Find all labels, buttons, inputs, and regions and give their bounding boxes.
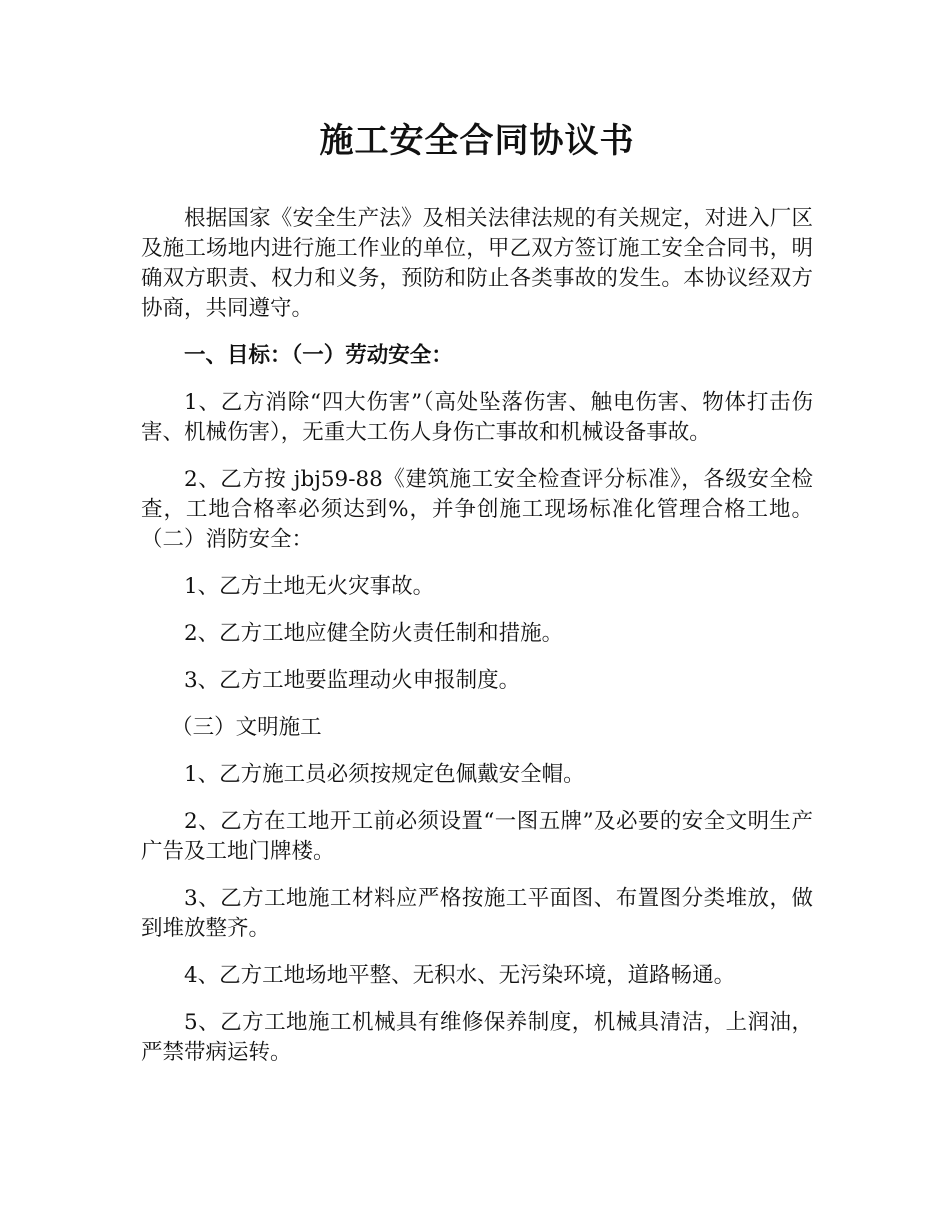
fire-safety-item-3: 3、乙方工地要监理动火申报制度。 <box>184 668 521 693</box>
labor-safety-item-1: 1、乙方消除“四大伤害”（高处坠落伤害、触电伤害、物体打击伤害、机械伤害），无重大工伤人身伤亡事故和机械设备事故。 <box>141 390 813 445</box>
intro-paragraph: 根据国家《安全生产法》及相关法律法规的有关规定，对进入厂区及施工场地内进行施工作业的单位，甲乙双方签订施工安全合同书，明确双方职责、权力和义务，预防和防止各类事故的发生。本协议经双方协商，共同遵守。 <box>141 206 813 321</box>
document-title: 施工安全合同协议书 <box>319 121 635 161</box>
document-body <box>141 204 813 1085</box>
civilized-item-2: 2、乙方在工地开工前必须设置“一图五牌”及必要的安全文明生产广告及工地门牌楼。 <box>141 809 813 864</box>
civilized-item-4: 4、乙方工地场地平整、无积水、无污染环境，道路畅通。 <box>184 963 736 988</box>
civilized-item-1: 1、乙方施工员必须按规定色佩戴安全帽。 <box>184 762 585 787</box>
labor-safety-item-2: 2、乙方按 jbj59-88《建筑施工安全检查评分标准》，各级安全检查，工地合格率必须达到%，并争创施工现场标准化管理合格工地。（二）消防安全： <box>141 467 813 552</box>
civilized-item-5: 5、乙方工地施工机械具有维修保养制度，机械具清洁，上润油，严禁带病运转。 <box>141 1010 813 1065</box>
subsection-heading-civilized-construction: （三）文明施工 <box>171 715 322 740</box>
section-heading-goals: 一、目标：（一）劳动安全： <box>184 343 453 368</box>
civilized-item-3: 3、乙方工地施工材料应严格按施工平面图、布置图分类堆放，做到堆放整齐。 <box>141 886 813 941</box>
fire-safety-item-2: 2、乙方工地应健全防火责任制和措施。 <box>184 621 564 646</box>
fire-safety-item-1: 1、乙方土地无火灾事故。 <box>184 574 435 599</box>
